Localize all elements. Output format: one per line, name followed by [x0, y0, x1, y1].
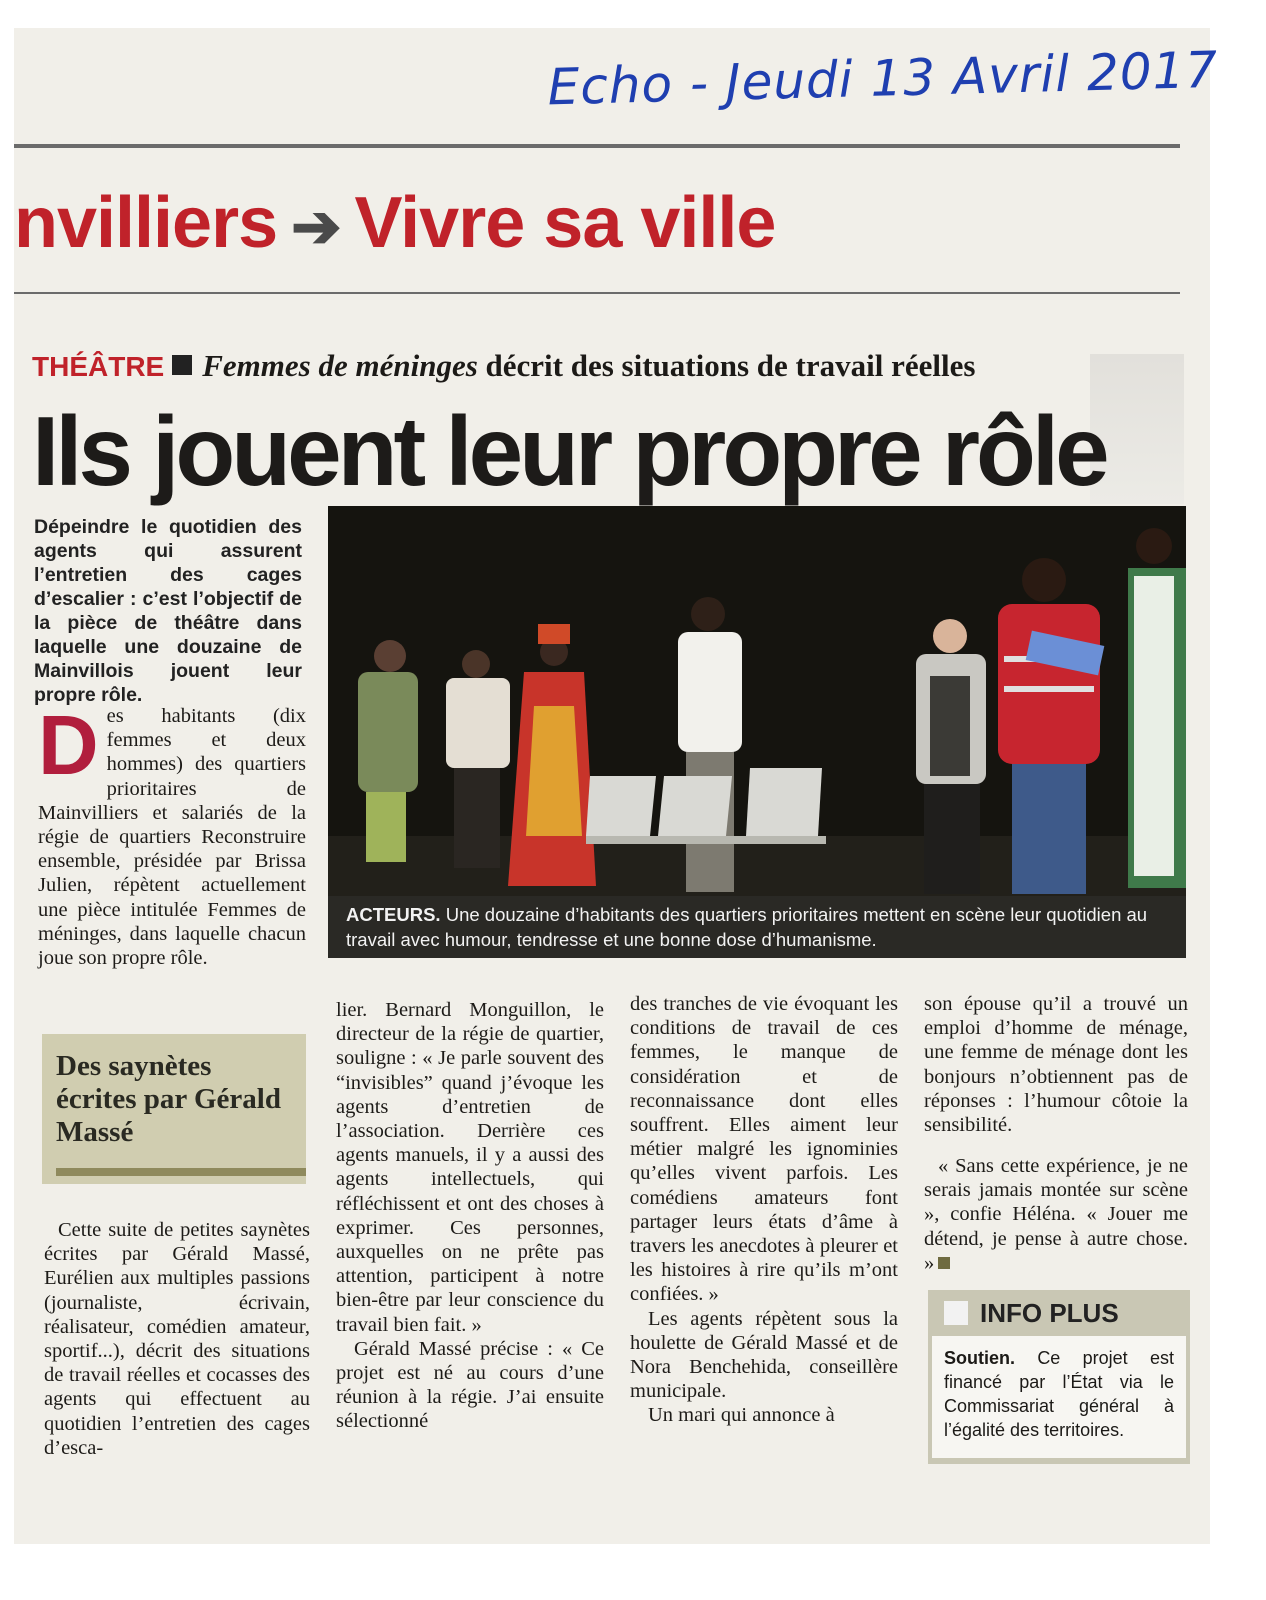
- drop-cap: D: [38, 698, 99, 792]
- actor-figure: [1128, 528, 1186, 888]
- body-paragraph: Un mari qui annonce à: [648, 1404, 835, 1427]
- kicker-text: décrit des situations de travail réelles: [485, 348, 976, 383]
- body-text: es habitants (dix femmes et deux hommes) des quartiers prioritaires de Mainvilliers et salariés de la régie de quartiers Reconstruire ensemble, présidée par Brissa Julien, répètent actuellement une pièce intitulée Femmes de méninges, dans laquelle chacun joue son propre rôle.: [38, 705, 306, 970]
- caption-lead: ACTEURS.: [346, 904, 441, 925]
- end-mark-icon: [938, 1257, 950, 1269]
- body-paragraph: lier. Bernard Monguillon, le directeur de la régie de quartier, souligne : « Je parle souvent des “invisibles” quand j’évoque les agents d’entretien de l’association. Derrière ces agents manuels, il y a aussi des agents intellectuels, qui réfléchissent et ont des choses à exprimer. Ces personnes, auxquelles on ne prête pas attention, participent à notre bien-être par leur conscience du travail bien fait. »: [336, 999, 604, 1336]
- arrow-right-icon: ➔: [291, 193, 341, 260]
- actor-figure: [678, 597, 742, 892]
- body-paragraph: Les agents répètent sous la houlette de Gérald Massé et de Nora Benchehida, conseillère municipale.: [630, 1307, 898, 1403]
- section-name: Vivre sa ville: [354, 183, 776, 263]
- body-column-4-end: [924, 1154, 1188, 1275]
- info-text: Ce projet est financé par l’État via le Commissariat général à l’égalité des territoires.: [944, 1348, 1174, 1440]
- info-plus-body: [932, 1336, 1186, 1458]
- rubric-label: THÉÂTRE: [32, 351, 165, 382]
- body-paragraph: Cette suite de petites saynètes écrites par Gérald Massé, Eurélien aux multiples passions (journaliste, écrivain, réalisateur, comédien amateur, sportif...), décrit des situations de travail réelles et cocasses des agents qui effectuent au quotidien l’entretien des cages d’esca-: [44, 1219, 310, 1459]
- article-lead: Dépeindre le quotidien des agents qui assurent l’entretien des cages d’escalier : c’est l’objectif de la pièce de théâtre dans laquelle une douzaine de Mainvillois jouent leur propre rôle.: [34, 516, 302, 706]
- actor-figure: [916, 619, 986, 894]
- body-column-1: [38, 698, 306, 970]
- info-plus-label: INFO PLUS: [980, 1298, 1119, 1328]
- square-bullet-icon: [172, 355, 192, 375]
- section-rule: [14, 292, 1180, 294]
- play-title: Femmes de méninges: [202, 348, 478, 383]
- closing-quote: « Sans cette expérience, je ne serais jamais montée sur scène », confie Héléna. « Jouer me détend, je pense à autre chose. »: [924, 1155, 1188, 1274]
- square-bullet-icon: [944, 1301, 968, 1325]
- info-plus-box: [928, 1290, 1190, 1464]
- body-paragraph: son épouse qu’il a trouvé un emploi d’homme de ménage, une femme de ménage dont les bonjours n’obtiennent pas de réponses : l’humour côtoie la sensibilité.: [924, 993, 1188, 1137]
- body-paragraph: des tranches de vie évoquant les conditions de travail de ces femmes, le manque de considération et de reconnaissance dont elles souffrent. Elles aiment leur métier malgré les ignominies qu’elles vivent parfois. Les comédiens amateurs font partager leurs états d’âme à travers les anecdotes à pleurer et les histoires à rire qu’ils m’ont confiées. »: [630, 993, 898, 1306]
- body-column-2: [336, 998, 604, 1434]
- photo-caption: [328, 896, 1186, 958]
- top-rule: [14, 144, 1180, 148]
- body-paragraph: Gérald Massé précise : « Ce projet est né au cours d’une réunion à la régie. J’ai ensuite sélectionné: [336, 1337, 604, 1433]
- stage-chairs: [586, 768, 826, 844]
- info-plus-header: [928, 1290, 1190, 1336]
- article-photo: [328, 506, 1186, 958]
- caption-text: Une douzaine d’habitants des quartiers prioritaires mettent en scène leur quotidien au travail avec humour, tendresse et une bonne dose d’humanisme.: [346, 904, 1148, 950]
- stage-photo-illustration: [328, 506, 1186, 958]
- body-paragraph: [924, 1154, 1188, 1275]
- inset-box: [42, 1034, 306, 1184]
- body-column-1-continued: [44, 1218, 310, 1460]
- body-column-3: [630, 992, 898, 1428]
- inset-title: Des saynètes écrites par Gérald Massé: [56, 1050, 281, 1148]
- article-kicker: [32, 346, 975, 387]
- handwritten-annotation: Echo - Jeudi 13 Avril 2017: [546, 40, 1219, 117]
- section-place: nvilliers: [14, 183, 278, 263]
- section-header: [14, 178, 775, 268]
- article-headline: Ils jouent leur propre rôle: [32, 396, 1106, 506]
- info-lead: Soutien.: [944, 1348, 1015, 1368]
- inset-underline: [56, 1168, 306, 1176]
- body-column-4: [924, 992, 1188, 1137]
